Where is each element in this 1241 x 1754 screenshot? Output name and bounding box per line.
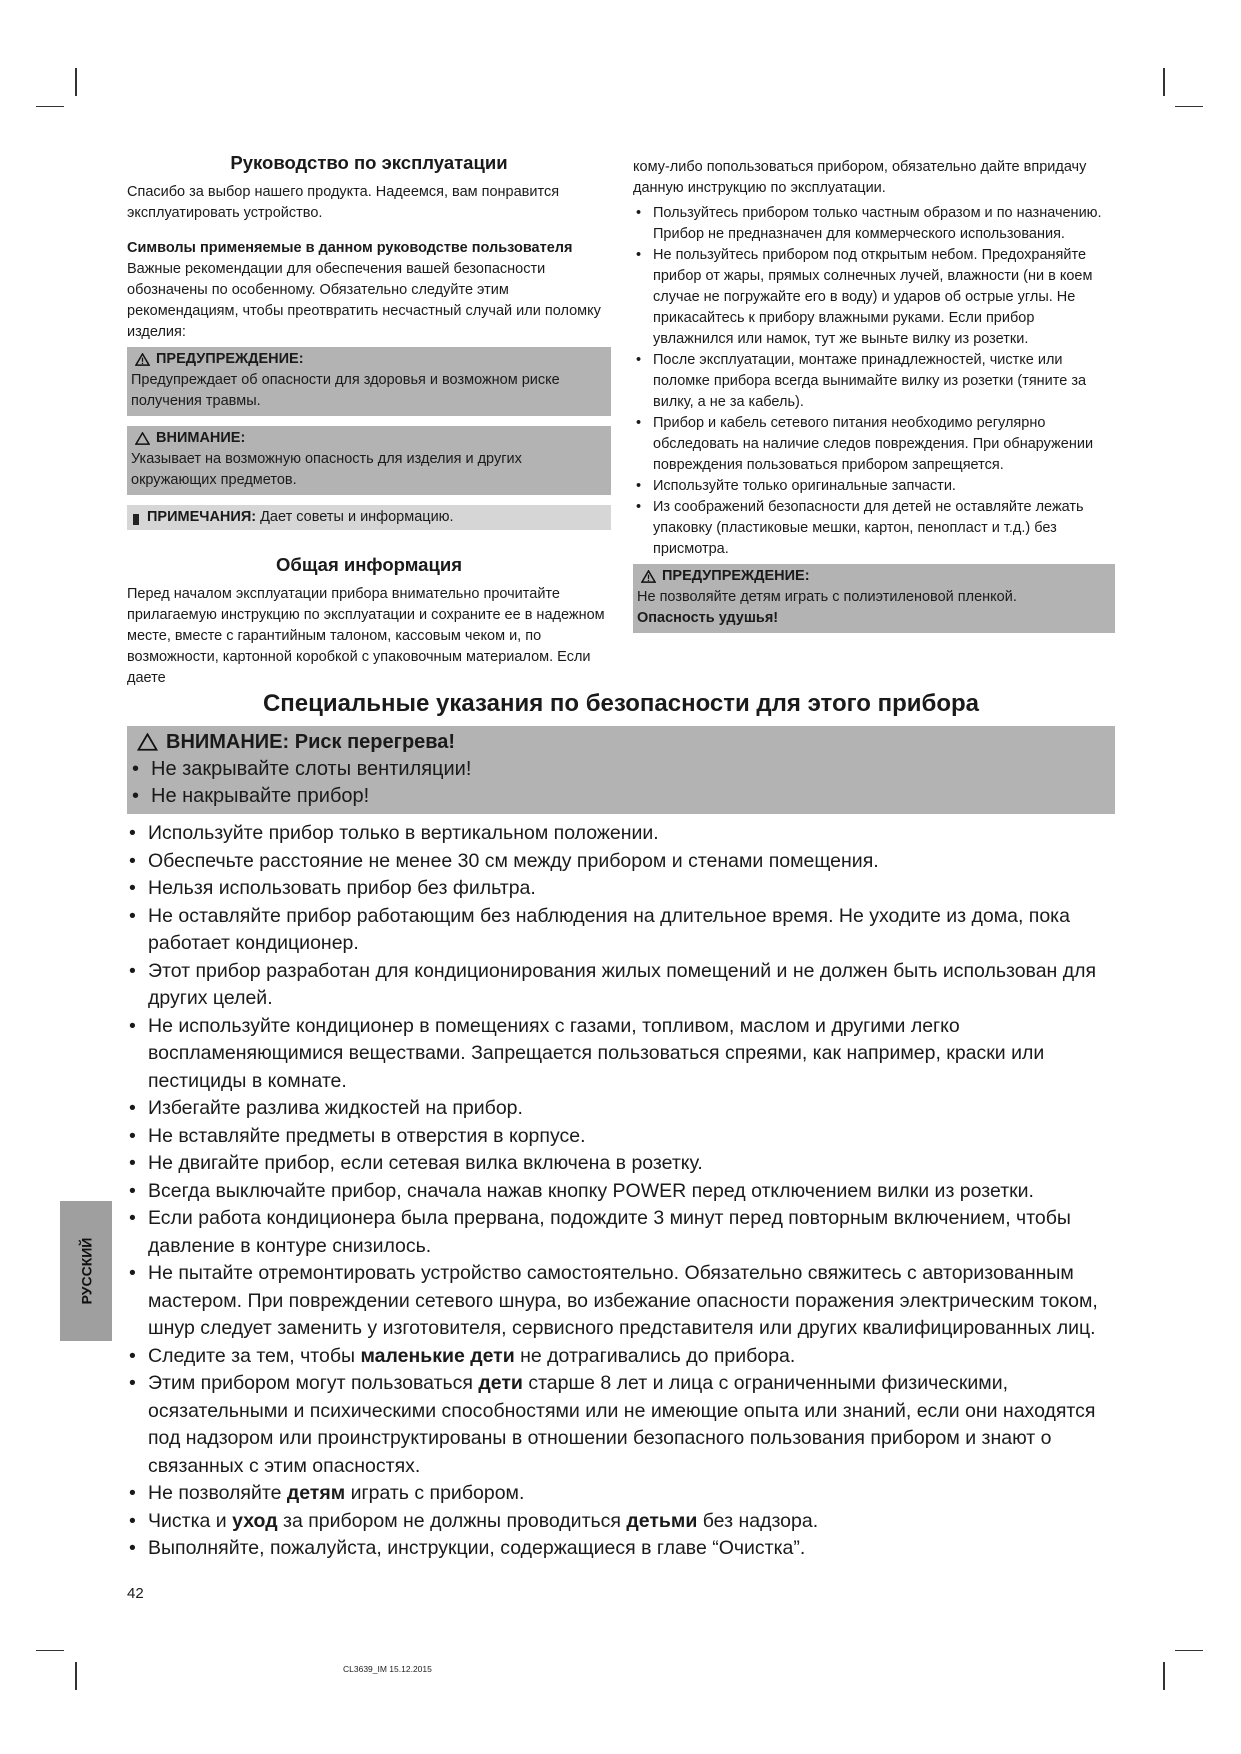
crop-mark — [1163, 1662, 1165, 1690]
warning-bold: Опасность удушья! — [637, 610, 779, 626]
footer-code: CL3639_IM 15.12.2015 — [343, 1664, 432, 1674]
list-item: • Избегайте разлива жидкостей на прибор. — [127, 1095, 1117, 1123]
list-item: • Используйте только оригинальные запчасти. — [633, 476, 1115, 497]
list-item: • Не вставляйте предметы в отверстия в корпусе. — [127, 1123, 1117, 1151]
caution-icon — [137, 733, 158, 751]
caution-icon — [135, 432, 150, 445]
general-text: Перед началом эксплуатации прибора внимательно прочитайте прилагаемую инструкцию по эксплуатации и сохраните ее в надежном месте, вместе с гарантийным талоном, кассовым чеком и, по возможности, картонной коробкой с упаковочным материалом. Если даете — [127, 586, 605, 686]
symbols-text: Важные рекомендации для обеспечения вашей безопасности обозначены по особенному. Обязательно следуйте этим рекомендациям, чтобы преотвратить несчастный случай или поломку изделия: — [127, 261, 601, 340]
right-column — [633, 157, 1115, 633]
list-item: • Используйте прибор только в вертикальном положении. — [127, 820, 1117, 848]
list-item: • Не пытайте отремонтировать устройство самостоятельно. Обязательно свяжитесь с авторизованным мастером. При повреждении сетевого шнура, во избежание опасности поражения электрическим током, шнур следует заменить у изготовителя, сервисного представителя или других квалифицированных лиц. — [127, 1260, 1117, 1343]
list-item: • Всегда выключайте прибор, сначала нажав кнопку POWER перед отключением вилки из розетки. — [127, 1178, 1117, 1206]
crop-mark — [36, 106, 64, 107]
note-text: Дает советы и информацию. — [260, 509, 454, 525]
left-column — [127, 152, 611, 689]
crop-mark — [1175, 106, 1203, 107]
list-item: • Обеспечьте расстояние не менее 30 см между прибором и стенами помещения. — [127, 848, 1117, 876]
warning-text: Не позволяйте детям играть с полиэтиленовой пленкой. — [637, 589, 1017, 605]
list-item: • Пользуйтесь прибором только частным образом и по назначению. Прибор не предназначен для коммерческого использования. — [633, 203, 1115, 245]
general-title: Общая информация — [276, 554, 462, 575]
caution-text: Указывает на возможную опасность для изделия и других окружающих предметов. — [131, 451, 522, 488]
intro-text: Спасибо за выбор нашего продукта. Надеемся, вам понравится эксплуатировать устройство. — [127, 184, 560, 221]
overheat-caution-title: ВНИМАНИЕ: Риск перегрева! — [166, 731, 456, 753]
special-list — [127, 820, 1117, 1563]
list-item: • Не используйте кондиционер в помещениях с газами, топливом, маслом и другими легко воспламеняющимися веществами. Запрещается пользоваться спреями, как например, краски или пестициды в комнате. — [127, 1013, 1117, 1096]
caution-title: ВНИМАНИЕ: — [156, 430, 246, 446]
list-item: • Не оставляйте прибор работающим без наблюдения на длительное время. Не уходите из дома, пока работает кондиционер. — [127, 903, 1117, 958]
warning-icon — [641, 570, 656, 583]
language-tab-label: РУССКИЙ — [78, 1237, 95, 1305]
note-label: ПРИМЕЧАНИЯ: — [147, 509, 257, 525]
crop-mark — [36, 1650, 64, 1651]
symbols-heading: Символы применяемые в данном руководстве пользователя — [127, 240, 573, 256]
manual-title: Руководство по эксплуатации — [230, 152, 508, 173]
suffocation-warning-box — [633, 564, 1115, 633]
crop-mark — [1175, 1650, 1203, 1651]
list-item: • Не накрывайте прибор! — [127, 783, 1115, 810]
list-item: • Не позволяйте детям играть с прибором. — [127, 1480, 1117, 1508]
special-section-title: Специальные указания по безопасности для этого прибора — [262, 690, 980, 717]
list-item: • Следите за тем, чтобы маленькие дети не дотрагивались до прибора. — [127, 1343, 1117, 1371]
caution-box — [127, 426, 611, 495]
general-continuation: кому-либо попользоваться прибором, обязательно дайте впридачу данную инструкцию по эксплуатации. — [633, 159, 1087, 196]
list-item: • Из соображений безопасности для детей не оставляйте лежать упаковку (пластиковые мешки, картон, пенопласт и т.д.) без присмотра. — [633, 497, 1115, 560]
list-item: • Выполняйте, пожалуйста, инструкции, содержащиеся в главе “Очистка”. — [127, 1535, 1117, 1563]
crop-mark — [75, 1662, 77, 1690]
list-item: • Этим прибором могут пользоваться дети старше 8 лет и лица с ограниченными физическими, осязательными и психическими способностями или не имеющие опыта или знаний, если они находятся под надзором или проинструктированы в отношении безопасного пользования прибором и знают о связанных с этим опасностях. — [127, 1370, 1117, 1480]
note-box — [127, 505, 611, 530]
overheat-caution-box — [127, 726, 1115, 814]
warning-title: ПРЕДУПРЕЖДЕНИЕ: — [156, 351, 304, 367]
list-item: • Не закрывайте слоты вентиляции! — [127, 756, 1115, 783]
list-item: • Этот прибор разработан для кондиционирования жилых помещений и не должен быть использован для других целей. — [127, 958, 1117, 1013]
language-tab — [60, 1201, 112, 1341]
list-item: • Прибор и кабель сетевого питания необходимо регулярно обследовать на наличие следов повреждения. При обнаружении повреждения пользоваться прибором запрещяется. — [633, 413, 1115, 476]
list-item: • Нельзя использовать прибор без фильтра. — [127, 875, 1117, 903]
list-item: • После эксплуатации, монтаже принадлежностей, чистке или поломке прибора всегда вынимайте вилку из розетки (тяните за вилку, а не за кабель). — [633, 350, 1115, 413]
page-number: 42 — [127, 1585, 144, 1602]
warning-box — [127, 347, 611, 416]
list-item: • Если работа кондиционера была прервана, подождите 3 минут перед повторным включением, чтобы давление в контуре снизилось. — [127, 1205, 1117, 1260]
list-item: • Не двигайте прибор, если сетевая вилка включена в розетку. — [127, 1150, 1117, 1178]
warning-text: Предупреждает об опасности для здоровья и возможном риске получения травмы. — [131, 372, 560, 409]
crop-mark — [75, 68, 77, 96]
general-list — [633, 203, 1115, 560]
warning-title: ПРЕДУПРЕЖДЕНИЕ: — [662, 568, 810, 584]
list-item: • Не пользуйтесь прибором под открытым небом. Предохраняйте прибор от жары, прямых солнечных лучей, влажности (ни в коем случае не погружайте его в воду) и ударов об острые углы. Не прикасайтесь к прибору влажными руками. Если прибор увлажнился или намок, тут же выньте вилку из розетки. — [633, 245, 1115, 350]
list-item: • Чистка и уход за прибором не должны проводиться детьми без надзора. — [127, 1508, 1117, 1536]
info-icon — [133, 511, 139, 525]
warning-icon — [135, 353, 150, 366]
crop-mark — [1163, 68, 1165, 96]
